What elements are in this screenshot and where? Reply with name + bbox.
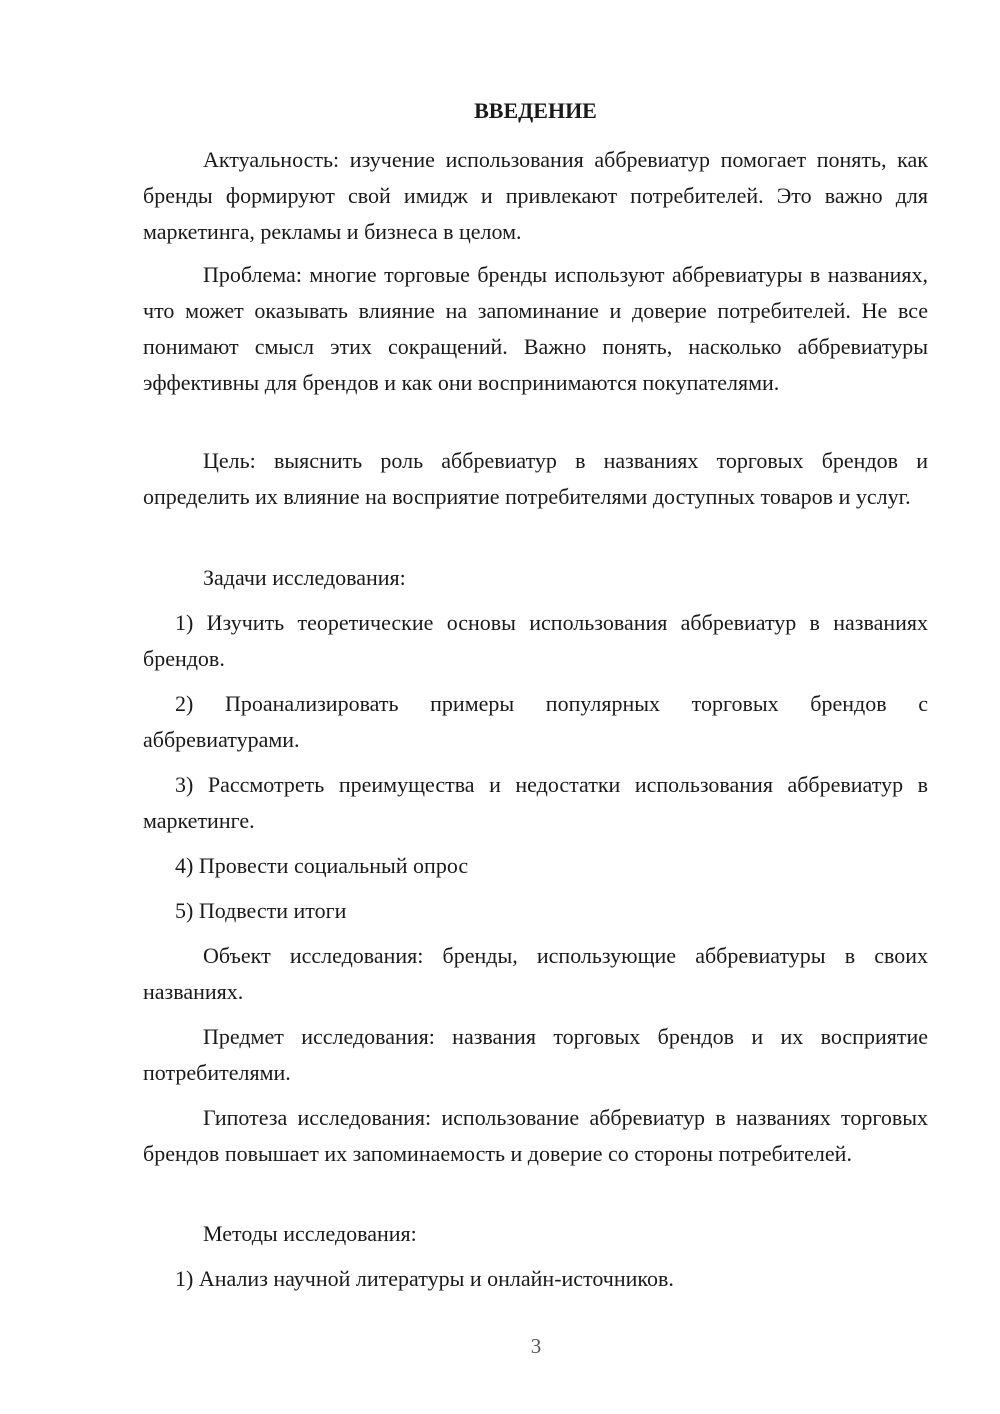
section-heading: ВВЕДЕНИЕ bbox=[474, 98, 597, 123]
paragraph-relevance: Актуальность: изучение использования аббревиатур помогает понять, как бренды формируют свой имидж и привлекают потребителей. Это важно для маркетинга, рекламы и бизнеса в целом. bbox=[143, 147, 928, 244]
task-item-4: 4) Провести социальный опрос bbox=[175, 853, 469, 878]
task-item-2: 2) Проанализировать примеры популярных торговых брендов с аббревиатурами. bbox=[143, 691, 928, 752]
task-item-3: 3) Рассмотреть преимущества и недостатки использования аббревиатур в маркетинге. bbox=[143, 772, 928, 833]
methods-heading: Методы исследования: bbox=[203, 1221, 417, 1246]
tasks-heading: Задачи исследования: bbox=[203, 565, 406, 590]
paragraph-goal: Цель: выяснить роль аббревиатур в названиях торговых брендов и определить их влияние на восприятие потребителями доступных товаров и услуг. bbox=[143, 448, 928, 509]
paragraph-problem: Проблема: многие торговые бренды используют аббревиатуры в названиях, что может оказывать влияние на запоминание и доверие потребителей. Не все понимают смысл этих сокращений. Важно понять, насколько аббревиатуры эффективны для брендов и как они воспринимаются покупателями. bbox=[143, 262, 928, 395]
method-item-1: 1) Анализ научной литературы и онлайн-источников. bbox=[175, 1266, 674, 1291]
paragraph-object: Объект исследования: бренды, использующие аббревиатуры в своих названиях. bbox=[143, 943, 928, 1004]
page-number: 3 bbox=[530, 1334, 542, 1358]
paragraph-hypothesis: Гипотеза исследования: использование аббревиатур в названиях торговых брендов повышает их запоминаемость и доверие со стороны потребителей. bbox=[143, 1105, 928, 1166]
task-item-1: 1) Изучить теоретические основы использования аббревиатур в названиях брендов. bbox=[143, 610, 928, 671]
paragraph-subject: Предмет исследования: названия торговых брендов и их восприятие потребителями. bbox=[143, 1024, 928, 1085]
task-item-5: 5) Подвести итоги bbox=[175, 898, 347, 923]
